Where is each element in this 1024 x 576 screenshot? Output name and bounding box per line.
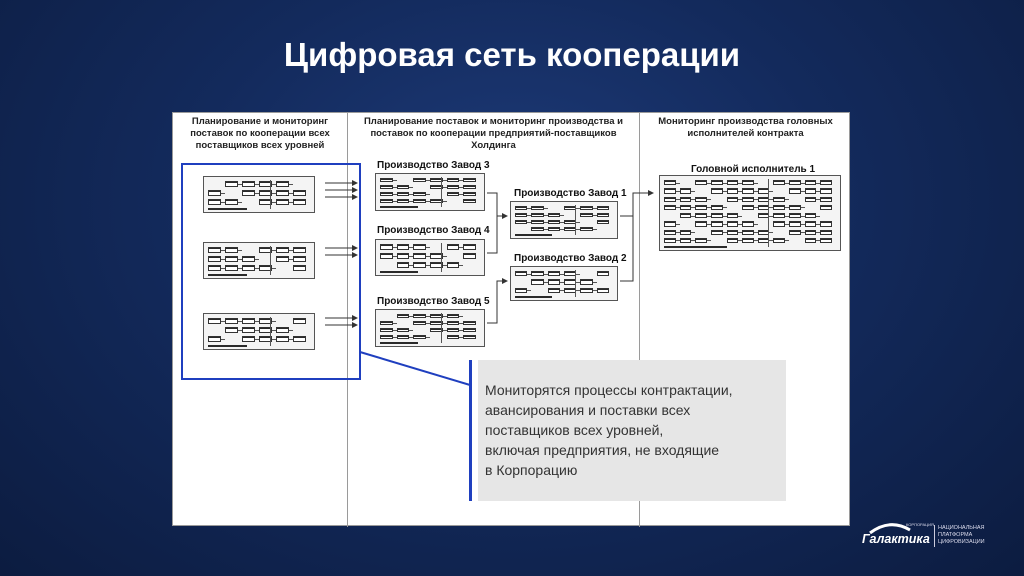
- flow-block-text: [381, 245, 392, 246]
- flow-block-text: [448, 336, 459, 337]
- highlight-frame: [181, 163, 361, 380]
- flow-block-text: [598, 207, 608, 208]
- flow-block-text: [581, 214, 591, 215]
- flow-block-text: [581, 280, 591, 281]
- flow-block-text: [665, 231, 675, 232]
- flow-block-text: [549, 272, 559, 273]
- flow-block-text: [743, 189, 753, 190]
- flow-connector: [593, 282, 597, 283]
- flow-block-text: [743, 239, 753, 240]
- flow-block-text: [665, 198, 675, 199]
- flow-block-text: [774, 181, 784, 182]
- flow-bar: [380, 342, 418, 344]
- flow-block-text: [759, 239, 769, 240]
- flow-block-text: [414, 245, 425, 246]
- flow-block-text: [728, 222, 738, 223]
- diagram-title-zavod5: Производство Завод 5: [377, 296, 490, 307]
- flow-connector: [576, 222, 580, 223]
- flow-block-text: [806, 231, 816, 232]
- flow-block-text: [821, 181, 831, 182]
- logo-tagline-line: ПЛАТФОРМА: [938, 532, 973, 538]
- flow-block-text: [532, 221, 542, 222]
- flow-block-text: [381, 179, 392, 180]
- column-header-line: поставок по кооперации всех: [190, 128, 330, 139]
- flow-connector: [676, 224, 680, 225]
- callout-line: в Корпорацию: [485, 462, 578, 478]
- flow-bar: [515, 234, 552, 236]
- flow-block-text: [681, 214, 691, 215]
- flow-bar: [664, 246, 727, 248]
- flow-block-text: [464, 193, 475, 194]
- callout-line: авансирования и поставки всех: [485, 402, 691, 418]
- flow-block-text: [696, 181, 706, 182]
- flow-block-text: [598, 221, 608, 222]
- flow-block-text: [712, 189, 722, 190]
- flow-connector: [754, 183, 758, 184]
- logo-small-text: КОРПОРАЦИЯ: [906, 522, 934, 527]
- callout-line: поставщиков всех уровней,: [485, 422, 664, 438]
- flow-block-text: [696, 198, 706, 199]
- flow-block-text: [712, 181, 722, 182]
- flow-connector: [426, 337, 430, 338]
- column-header-line: Планирование поставок и мониторинг производства и: [363, 116, 624, 127]
- logo-tagline: [938, 525, 985, 546]
- flow-block-text: [806, 181, 816, 182]
- flow-block-text: [712, 222, 722, 223]
- flow-block-text: [598, 289, 608, 290]
- flow-block-text: [665, 206, 675, 207]
- flow-block-text: [464, 254, 475, 255]
- flow-block-text: [398, 245, 409, 246]
- flow-block-text: [743, 206, 753, 207]
- flow-block-text: [398, 254, 409, 255]
- flow-block-text: [743, 198, 753, 199]
- flow-connector: [575, 205, 576, 235]
- flow-block-text: [728, 181, 738, 182]
- flow-block-text: [759, 206, 769, 207]
- flow-block-text: [532, 280, 542, 281]
- flow-block-text: [448, 186, 459, 187]
- flow-block-text: [448, 179, 459, 180]
- galaktika-logo: [862, 522, 1002, 550]
- flow-block-text: [743, 222, 753, 223]
- flow-block-text: [759, 214, 769, 215]
- flow-block-text: [696, 222, 706, 223]
- flow-block-text: [516, 207, 526, 208]
- flow-block-text: [381, 193, 392, 194]
- flow-connector: [816, 216, 820, 217]
- flow-block-text: [414, 336, 425, 337]
- flow-block-text: [414, 315, 425, 316]
- flow-block-text: [681, 206, 691, 207]
- logo-tagline-line: ЦИФРОВИЗАЦИИ: [938, 539, 985, 545]
- flow-block-text: [398, 193, 409, 194]
- flow-block-text: [381, 329, 392, 330]
- flow-block-text: [516, 272, 526, 273]
- flow-connector: [676, 183, 680, 184]
- flow-connector: [691, 191, 695, 192]
- process-thumbnail: [375, 239, 485, 276]
- flow-connector: [723, 207, 727, 208]
- flow-block-text: [581, 289, 591, 290]
- callout-line: Мониторятся процессы контрактации,: [485, 382, 733, 398]
- flow-block-text: [414, 200, 425, 201]
- callout-line: включая предприятия, не входящие: [485, 442, 720, 458]
- flow-block-text: [774, 198, 784, 199]
- flow-block-text: [806, 214, 816, 215]
- flow-connector: [393, 323, 397, 324]
- flow-block-text: [696, 206, 706, 207]
- flow-block-text: [464, 200, 475, 201]
- flow-block-text: [516, 214, 526, 215]
- callout-accent-bar: [469, 360, 472, 501]
- flow-block-text: [790, 222, 800, 223]
- flow-connector: [544, 208, 548, 209]
- flow-block-text: [464, 336, 475, 337]
- flow-block-text: [448, 263, 459, 264]
- flow-block-text: [464, 245, 475, 246]
- flow-block-text: [665, 222, 675, 223]
- flow-block-text: [681, 189, 691, 190]
- flow-block-text: [516, 221, 526, 222]
- flow-connector: [707, 240, 711, 241]
- flow-block-text: [532, 207, 542, 208]
- diagram-title-head: Головной исполнитель 1: [691, 164, 816, 175]
- flow-block-text: [790, 189, 800, 190]
- flow-block-text: [774, 206, 784, 207]
- flow-block-text: [381, 254, 392, 255]
- flow-block-text: [414, 179, 425, 180]
- flow-block-text: [728, 231, 738, 232]
- flow-block-text: [414, 193, 425, 194]
- column-header-line: Холдинга: [471, 140, 516, 151]
- flow-connector: [441, 243, 442, 272]
- flow-connector: [769, 191, 773, 192]
- flow-block-text: [790, 206, 800, 207]
- flow-block-text: [381, 336, 392, 337]
- flow-block-text: [549, 228, 559, 229]
- flow-block-text: [681, 239, 691, 240]
- flow-connector: [459, 316, 463, 317]
- flow-connector: [576, 274, 580, 275]
- flow-block-text: [774, 239, 784, 240]
- flow-block-text: [549, 221, 559, 222]
- flow-connector: [443, 201, 447, 202]
- flow-block-text: [464, 179, 475, 180]
- flow-bar: [380, 206, 418, 208]
- flow-connector: [441, 313, 442, 343]
- flow-connector: [409, 187, 413, 188]
- flow-block-text: [821, 222, 831, 223]
- flow-block-text: [448, 322, 459, 323]
- flow-bar: [515, 296, 552, 298]
- flow-block-text: [696, 239, 706, 240]
- flow-block-text: [712, 206, 722, 207]
- flow-block-text: [743, 181, 753, 182]
- process-thumbnail-large: [659, 175, 841, 251]
- flow-block-text: [728, 239, 738, 240]
- flow-block-text: [381, 200, 392, 201]
- flow-block-text: [728, 214, 738, 215]
- flow-block-text: [774, 222, 784, 223]
- flow-block-text: [398, 329, 409, 330]
- flow-block-text: [398, 200, 409, 201]
- flow-block-text: [532, 228, 542, 229]
- flow-block-text: [665, 189, 675, 190]
- page-title: Цифровая сеть кооперации: [283, 36, 741, 73]
- flow-block-text: [759, 198, 769, 199]
- flow-block-text: [743, 231, 753, 232]
- flow-block-text: [681, 198, 691, 199]
- flow-connector: [801, 207, 805, 208]
- flow-block-text: [532, 214, 542, 215]
- flow-block-text: [381, 186, 392, 187]
- flow-block-text: [728, 198, 738, 199]
- flow-connector: [527, 290, 531, 291]
- flow-connector: [409, 330, 413, 331]
- flow-block-text: [806, 198, 816, 199]
- flow-connector: [426, 194, 430, 195]
- logo-divider: [934, 525, 935, 547]
- flow-block-text: [549, 280, 559, 281]
- flow-block-text: [681, 231, 691, 232]
- flow-block-text: [532, 272, 542, 273]
- flow-connector: [443, 256, 447, 257]
- flow-block-text: [790, 181, 800, 182]
- flow-block-text: [821, 189, 831, 190]
- flow-block-text: [448, 245, 459, 246]
- flow-block-text: [581, 228, 591, 229]
- process-thumbnail: [510, 266, 618, 301]
- column-header-line: поставщиков всех уровней: [195, 140, 325, 151]
- flow-connector: [459, 265, 463, 266]
- logo-name: Галактика: [862, 532, 930, 546]
- flow-block-text: [821, 206, 831, 207]
- flow-connector: [785, 199, 789, 200]
- flow-block-text: [414, 263, 425, 264]
- flow-block-text: [516, 289, 526, 290]
- flow-block-text: [398, 263, 409, 264]
- flow-connector: [441, 177, 442, 207]
- flow-connector: [769, 232, 773, 233]
- flow-connector: [426, 247, 430, 248]
- flow-connector: [707, 199, 711, 200]
- flow-block-text: [448, 315, 459, 316]
- diagram-title-zavod4: Производство Завод 4: [377, 225, 490, 236]
- flow-block-text: [581, 207, 591, 208]
- flow-connector: [560, 215, 564, 216]
- process-thumbnail: [375, 309, 485, 347]
- flow-block-text: [790, 231, 800, 232]
- flow-block-text: [665, 239, 675, 240]
- flow-block-text: [759, 231, 769, 232]
- process-thumbnail: [375, 173, 485, 211]
- flow-block-text: [806, 239, 816, 240]
- flow-block-text: [464, 329, 475, 330]
- flow-block-text: [464, 322, 475, 323]
- flow-block-text: [806, 189, 816, 190]
- column-header-line: поставок по кооперации предприятий-поставщиков: [370, 128, 617, 139]
- flow-block-text: [790, 214, 800, 215]
- flow-connector: [768, 179, 769, 247]
- flow-block-text: [759, 189, 769, 190]
- flow-connector: [393, 180, 397, 181]
- column-header-line: Планирование и мониторинг: [191, 116, 329, 127]
- flow-block-text: [821, 231, 831, 232]
- flow-block-text: [728, 189, 738, 190]
- flow-block-text: [712, 231, 722, 232]
- flow-block-text: [821, 239, 831, 240]
- column-header-line: Мониторинг производства головных: [658, 116, 833, 127]
- flow-block-text: [549, 214, 559, 215]
- flow-block-text: [398, 315, 409, 316]
- flow-block-text: [549, 289, 559, 290]
- flow-block-text: [712, 214, 722, 215]
- flow-block-text: [398, 186, 409, 187]
- flow-block-text: [598, 214, 608, 215]
- flow-connector: [738, 216, 742, 217]
- diagram-title-zavod1: Производство Завод 1: [514, 188, 627, 199]
- process-thumbnail: [510, 201, 618, 239]
- flow-connector: [754, 224, 758, 225]
- flow-block-text: [598, 272, 608, 273]
- diagram-title-zavod3: Производство Завод 3: [377, 160, 490, 171]
- flow-block-text: [464, 186, 475, 187]
- flow-block-text: [448, 193, 459, 194]
- flow-connector: [785, 240, 789, 241]
- flow-connector: [593, 229, 597, 230]
- flow-connector: [575, 270, 576, 297]
- callout-box: [478, 360, 786, 501]
- flow-block-text: [806, 222, 816, 223]
- flow-block-text: [696, 214, 706, 215]
- flow-block-text: [774, 214, 784, 215]
- flow-block-text: [414, 322, 425, 323]
- flow-block-text: [448, 329, 459, 330]
- logo-tagline-line: НАЦИОНАЛЬНАЯ: [938, 525, 985, 531]
- flow-block-text: [381, 322, 392, 323]
- diagram-title-zavod2: Производство Завод 2: [514, 253, 627, 264]
- flow-block-text: [414, 254, 425, 255]
- flow-block-text: [821, 198, 831, 199]
- flow-connector: [691, 232, 695, 233]
- flow-block-text: [665, 181, 675, 182]
- flow-bar: [380, 271, 418, 273]
- flow-block-text: [398, 336, 409, 337]
- column-header-line: исполнителей контракта: [687, 128, 804, 139]
